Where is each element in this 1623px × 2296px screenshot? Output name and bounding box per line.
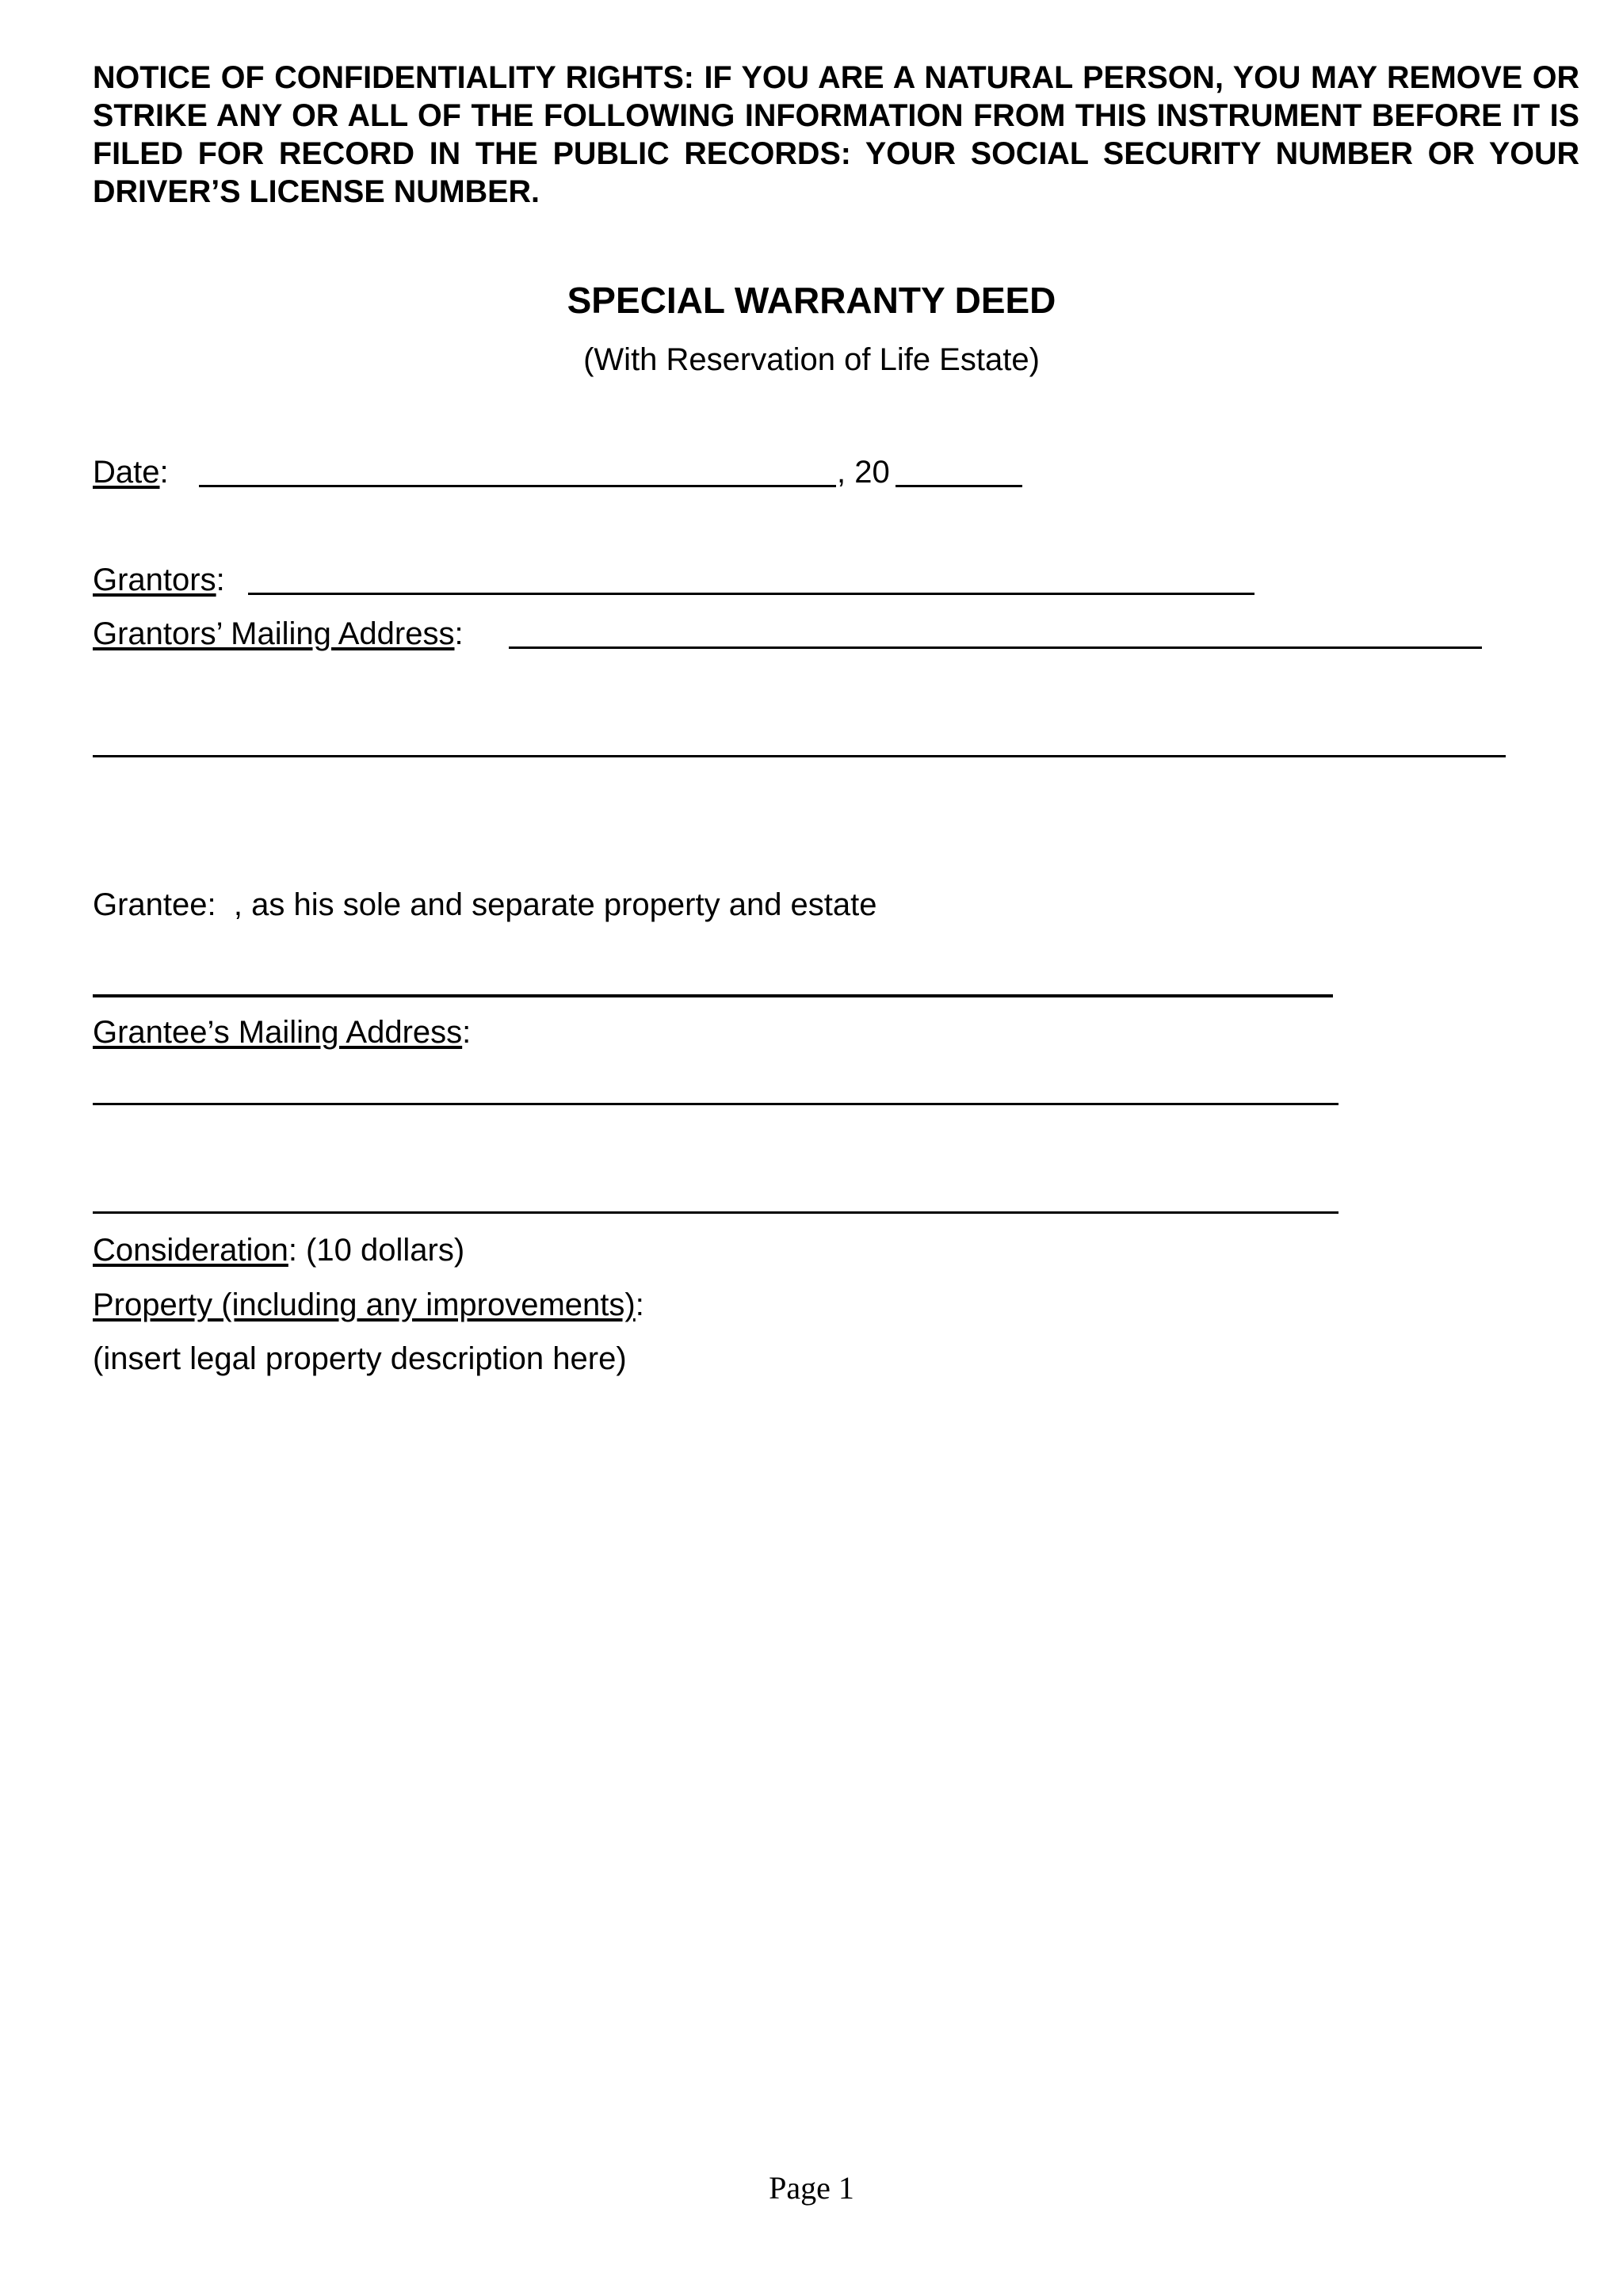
grantee-address-blank-2[interactable] — [93, 1211, 1338, 1214]
date-row — [93, 453, 169, 491]
grantors-colon: : — [216, 563, 225, 597]
grantors-address-label: Grantors’ Mailing Address — [93, 616, 455, 651]
date-blank[interactable] — [199, 485, 836, 487]
grantee-label: Grantee: — [93, 887, 216, 922]
date-year-prefix: , 20 — [837, 455, 890, 490]
document-title: SPECIAL WARRANTY DEED — [567, 280, 1056, 321]
consideration-label: Consideration — [93, 1233, 288, 1268]
document-subtitle: (With Reservation of Life Estate) — [583, 342, 1040, 377]
date-year-blank[interactable] — [896, 485, 1022, 487]
date-label: Date — [93, 455, 160, 490]
consideration-row — [93, 1231, 464, 1269]
grantors-address-blank-2[interactable] — [93, 755, 1506, 757]
grantee-row — [93, 886, 877, 924]
grantors-address-colon: : — [454, 616, 464, 651]
page-number: Page 1 — [769, 2170, 854, 2206]
property-colon: : — [635, 1287, 644, 1322]
grantee-address-blank[interactable] — [93, 1103, 1338, 1105]
property-description: (insert legal property description here) — [93, 1341, 627, 1376]
grantors-blank[interactable] — [248, 593, 1254, 595]
grantee-blank[interactable] — [93, 994, 1333, 997]
grantors-label: Grantors — [93, 563, 216, 597]
grantee-address-row — [93, 1013, 471, 1051]
grantors-address-blank[interactable] — [509, 646, 1482, 649]
property-row — [93, 1286, 644, 1324]
consideration-value: : (10 dollars) — [288, 1233, 465, 1268]
grantors-row — [93, 561, 225, 599]
grantors-address-row — [93, 615, 464, 653]
grantee-text: , as his sole and separate property and estate — [233, 887, 877, 922]
date-colon: : — [159, 455, 169, 490]
grantee-address-label: Grantee’s Mailing Address — [93, 1015, 463, 1050]
confidentiality-notice: NOTICE OF CONFIDENTIALITY RIGHTS: IF YOU ARE A NATURAL PERSON, YOU MAY REMOVE OR STRIKE ANY OR ALL OF THE FOLLOWING INFORMATION FROM THIS INSTRUMENT BEFORE IT IS FILED FOR RECORD IN THE PUBLIC RECORDS: YOUR SOCIAL SECURITY NUMBER OR YOUR DRIVER’S LICENSE NUMBER. — [93, 60, 1579, 209]
grantee-address-colon: : — [462, 1015, 472, 1050]
property-label: Property (including any improvements) — [93, 1287, 636, 1322]
